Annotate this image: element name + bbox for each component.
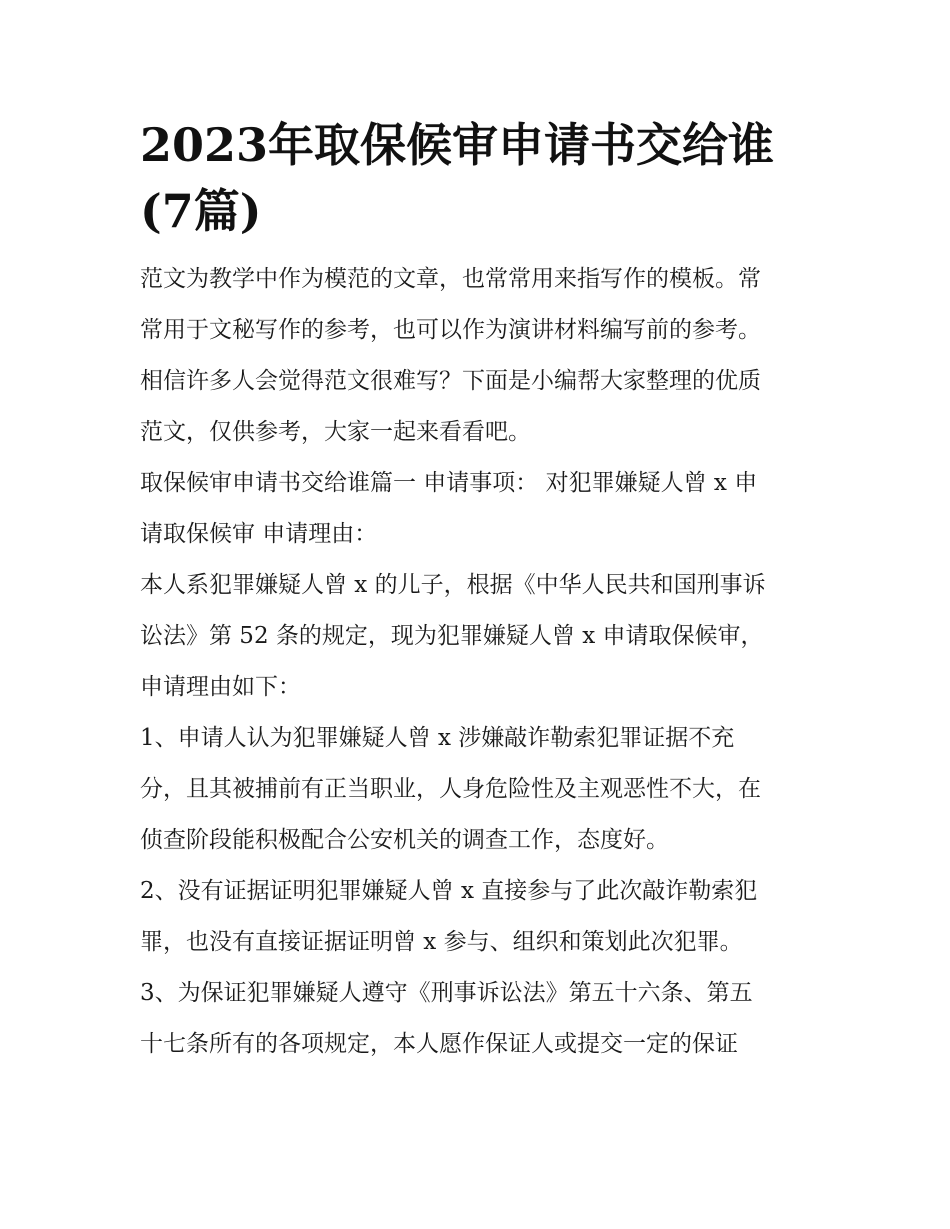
body-line: 范文，仅供参考，大家一起来看看吧。	[140, 419, 531, 445]
body-line: 分，且其被捕前有正当职业，人身危险性及主观恶性不大，在	[140, 776, 761, 802]
body-line: 讼法》第 52 条的规定，现为犯罪嫌疑人曾 x 申请取保候审，	[140, 623, 764, 649]
body-line: 罪，也没有直接证据证明曾 x 参与、组织和策划此次犯罪。	[140, 929, 743, 955]
body-line: 本人系犯罪嫌疑人曾 x 的儿子，根据《中华人民共和国刑事诉	[140, 572, 766, 598]
body-line: 3、为保证犯罪嫌疑人遵守《刑事诉讼法》第五十六条、第五	[140, 980, 753, 1006]
body-line: 常用于文秘写作的参考，也可以作为演讲材料编写前的参考。	[140, 317, 761, 343]
body-line: 范文为教学中作为模范的文章，也常常用来指写作的模板。常	[140, 266, 761, 292]
body-line: 十七条所有的各项规定，本人愿作保证人或提交一定的保证	[140, 1031, 738, 1057]
document-body	[140, 254, 820, 1070]
body-line: 2、没有证据证明犯罪嫌疑人曾 x 直接参与了此次敲诈勒索犯	[140, 878, 758, 904]
body-line: 请取保候审 申请理由：	[140, 521, 378, 547]
document-content	[140, 112, 820, 1070]
body-line: 1、申请人认为犯罪嫌疑人曾 x 涉嫌敲诈勒索犯罪证据不充	[140, 725, 735, 751]
body-line: 取保候审申请书交给谁篇一 申请事项： 对犯罪嫌疑人曾 x 申	[140, 470, 758, 496]
title-line: (7篇)	[140, 184, 262, 238]
document-title	[140, 112, 820, 244]
body-line: 申请理由如下：	[140, 674, 301, 700]
body-line: 相信许多人会觉得范文很难写？下面是小编帮大家整理的优质	[140, 368, 761, 394]
title-line: 2023年取保候审申请书交给谁	[140, 118, 775, 172]
body-line: 侦查阶段能积极配合公安机关的调查工作，态度好。	[140, 827, 669, 853]
